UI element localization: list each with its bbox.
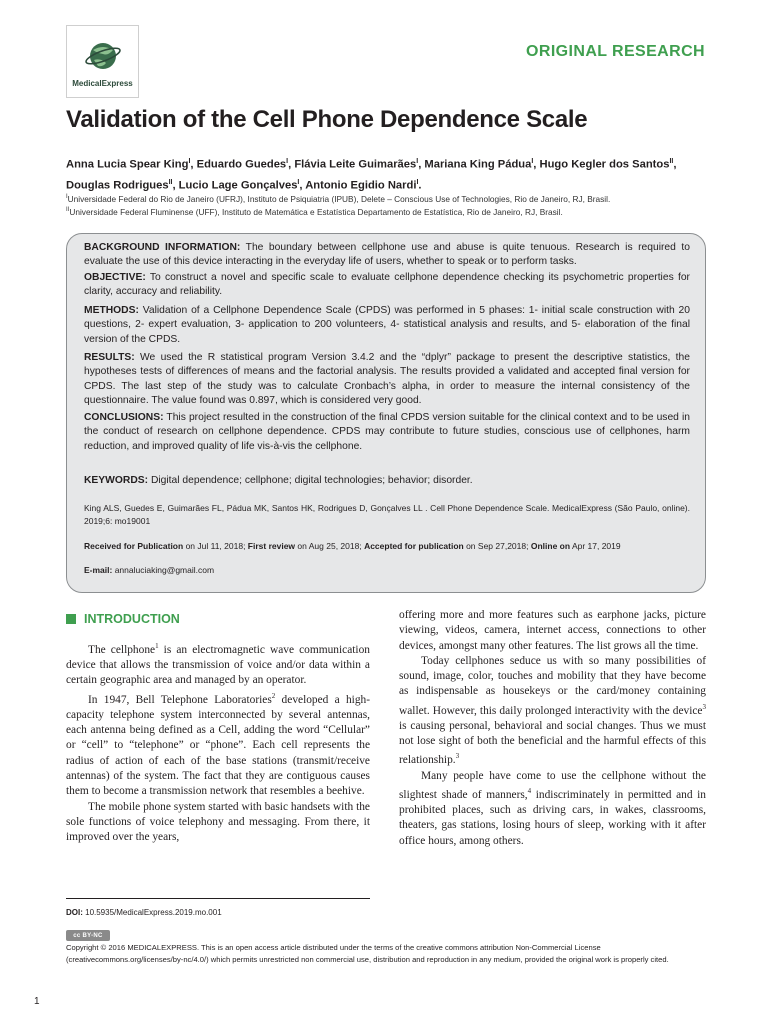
abstract-text: The boundary between cellphone use and abuse is quite tenuous. Research is required to evaluate the use of this device interacting in the everyday life of users, whether to speak or to perform tasks. <box>84 242 690 268</box>
author-list <box>66 153 716 194</box>
heading-text: INTRODUCTION <box>84 612 180 626</box>
text-run: is causing personal, behavioral and social changes. Thus we must not lose sight of both the beneficial and the harmful effects of this relationship. <box>399 719 706 767</box>
first-review-date: on Aug 25, 2018; <box>295 541 365 551</box>
author-affiliation-mark: I <box>531 158 534 165</box>
email-link[interactable]: annaluciaking@gmail.com <box>112 565 215 575</box>
paragraph: offering more and more features such as earphone jacks, picture viewing, videos, camera, internet access, connections to other devices, amongst many other features. The list grows all the time. <box>399 609 706 652</box>
author-affiliation-mark: II <box>669 158 674 165</box>
abstract-text: We used the R statistical program Version 3.4.2 and the “dplyr” package to present the descriptive statistics, the hypotheses tests of differences of means and the factorial analysis. The results provided a validated and accepted final version for CPDS. The last step of the study was to calculate Cronbach’s alpha, in order to measure the internal consistency of the questionnaire. The value found was 0.897, which is considered very good. <box>84 352 690 407</box>
doi-link[interactable]: 10.5935/MedicalExpress.2019.mo.001 <box>82 908 222 917</box>
author-name: Anna Lucia Spear King <box>66 158 189 171</box>
abstract-text: This project resulted in the construction of the final CPDS version suitable for the clinical context and to be used in the conduct of research on cellphone dependence. CPDS may contribute to future studies, conscious use of cellphones, harm reduction, and improved quality of life vis-à-vis the cellphone. <box>84 412 690 452</box>
online-date: Apr 17, 2019 <box>570 541 621 551</box>
page-number: 1 <box>34 996 40 1007</box>
text-run: Many people have come to use the cellphone without the slightest shade of manners, <box>399 769 706 801</box>
text-run: The cellphone <box>88 643 156 656</box>
author-name: Douglas Rodrigues <box>66 179 169 192</box>
paragraph <box>66 689 370 800</box>
paragraph <box>66 639 370 689</box>
right-column <box>399 608 706 849</box>
abstract-methods <box>84 304 690 347</box>
globe-logo-icon <box>84 36 122 76</box>
abstract-box <box>66 233 706 593</box>
doi-line <box>66 908 222 917</box>
abstract-background <box>84 241 690 270</box>
publication-dates <box>84 540 690 553</box>
logo-text: MedicalExpress <box>72 79 133 88</box>
online-label: Online on <box>530 541 571 551</box>
doi-label: DOI: <box>66 908 83 917</box>
text-run: developed a high-capacity telephone system interconnected by several antennas, each antenna being defined as a Cell, adding the word “Cellular” or “cell” to “telephone” or “phone”. Each cell represents the radius of action of each of the base stations (transmit/receive antennas) of the system. The fact that they are contiguous causes them to become a transmission network that resembles a beehive. <box>66 693 370 798</box>
affiliation-text: Universidade Federal Fluminense (UFF), Instituto de Matemática e Estatística Departamento de Estatística, Rio de Janeiro, RJ, Brasil. <box>69 207 563 217</box>
author-affiliation-mark: I <box>416 178 419 186</box>
reference-mark: 3 <box>455 752 460 761</box>
abstract-label: KEYWORDS: <box>84 475 149 486</box>
abstract-text: Validation of a Cellphone Dependence Scale (CPDS) was performed in 5 phases: 1- initial scale construction with 20 questions, 2- expert evaluation, 3- application to 200 volunteers, 4- statistical analysis and results, and 5- elaboration of the final version of the CPDS. <box>84 305 690 345</box>
paragraph <box>399 654 706 769</box>
author-affiliation-mark: I <box>188 158 191 165</box>
affiliation-2 <box>66 207 716 217</box>
text-run: In 1947, Bell Telephone Laboratories <box>88 693 272 706</box>
abstract-conclusions <box>84 411 690 454</box>
article-title: Validation of the Cell Phone Dependence Scale <box>66 106 588 133</box>
received-label: Received for Publication <box>84 541 184 551</box>
accepted-label: Accepted for publication <box>364 541 464 551</box>
author-name: Antonio Egidio Nardi <box>305 179 417 192</box>
introduction-heading <box>66 612 180 626</box>
accepted-date: on Sep 27,2018; <box>463 541 531 551</box>
copyright-notice: Copyright © 2016 MEDICALEXPRESS. This is an open access article distributed under the terms of the creative commons attribution Non-Commercial License (creativecommons.org/licenses/by-nc/4.0/) which permits unrestricted non commercial use, distribution and reproduction in any medium, provided the original work is properly cited. <box>66 943 669 964</box>
reference-mark: 1 <box>155 642 159 650</box>
affiliation-mark: II <box>66 207 70 214</box>
abstract-text: To construct a novel and specific scale to evaluate cellphone dependence checking its psychometric properties for clarity, accuracy and reliability. <box>84 272 690 298</box>
cc-badge-text: cc BY-NC <box>73 932 103 939</box>
affiliation-mark: I <box>66 194 68 201</box>
affiliation-1 <box>66 194 716 204</box>
text-run: indiscriminately in permitted and in prohibited places, such as driving cars, in wakes, classrooms, theaters, gas stations, losing hours of sleep, working with it after office hours, among others. <box>399 788 706 847</box>
author-name: Mariana King Pádua <box>424 158 532 171</box>
contact-email <box>84 564 690 577</box>
section-label: ORIGINAL RESEARCH <box>526 43 705 60</box>
affiliation-text: Universidade Federal do Rio de Janeiro (UFRJ), Instituto de Psiquiatria (IPUB), Delete – Conscious Use of Technologies, Rio de Janeiro, RJ, Brasil. <box>67 194 611 204</box>
first-review-label: First review <box>247 541 296 551</box>
author-name: Lucio Lage Gonçalves <box>178 179 298 192</box>
reference-mark: 2 <box>271 691 276 700</box>
author-line-1: Anna Lucia Spear King$^I$, Eduardo Guedes$^I$, Flávia Leite Guimarães$^I$, Mariana King Pádua$^I$, Hugo Kegler dos Santos$^{II}$, <box>66 158 677 171</box>
abstract-label: RESULTS: <box>84 352 135 363</box>
creative-commons-badge[interactable] <box>66 930 110 941</box>
author-line-2: Douglas Rodrigues$^{II}$, Lucio Lage Gonçalves$^I$, Antonio Egidio Nardi$^I$. <box>66 178 422 192</box>
left-column <box>66 639 370 845</box>
heading-square-icon <box>66 614 76 624</box>
abstract-label: OBJECTIVE: <box>84 272 146 283</box>
email-label: E-mail: <box>84 565 113 575</box>
author-affiliation-mark: I <box>297 178 300 186</box>
footnote-divider <box>66 898 370 899</box>
author-name: Eduardo Guedes <box>196 158 287 171</box>
author-name: Flávia Leite Guimarães <box>294 158 417 171</box>
citation: King ALS, Guedes E, Guimarães FL, Pádua MK, Santos HK, Rodrigues D, Gonçalves LL . Cell Phone Dependence Scale. MedicalExpress (São Paulo, online). 2019;6: mo19001 <box>84 503 690 526</box>
reference-mark: 3 <box>702 702 706 711</box>
paragraph <box>399 769 706 849</box>
text-run: Today cellphones seduce us with so many possibilities of sound, image, color, touches and mobility that they have become as indispensable as housekeys or the card/money containing wallet. However, this daily prolonged interactivity with the device <box>399 654 706 717</box>
received-date: on Jul 11, 2018; <box>183 541 248 551</box>
paragraph: The mobile phone system started with basic handsets with the sole functions of voice telephony and messaging. From there, it improved over the years, <box>66 800 370 844</box>
abstract-label: BACKGROUND INFORMATION: <box>84 242 241 253</box>
abstract-objective <box>84 271 690 300</box>
abstract-label: METHODS: <box>84 305 139 316</box>
abstract-results <box>84 351 690 409</box>
abstract-keywords <box>84 474 690 488</box>
author-affiliation-mark: II <box>168 178 173 186</box>
abstract-text: Digital dependence; cellphone; digital technologies; behavior; disorder. <box>148 475 473 486</box>
author-affiliation-mark: I <box>286 158 289 165</box>
abstract-label: CONCLUSIONS: <box>84 412 164 423</box>
author-name: Hugo Kegler dos Santos <box>539 158 670 171</box>
text-run: is an electromagnetic wave communication device that allows the transmission of voice and/or data within a certain geographic area and managed by an operator. <box>66 643 370 687</box>
author-affiliation-mark: I <box>416 158 419 165</box>
reference-mark: 4 <box>527 786 532 795</box>
journal-logo <box>66 25 139 98</box>
